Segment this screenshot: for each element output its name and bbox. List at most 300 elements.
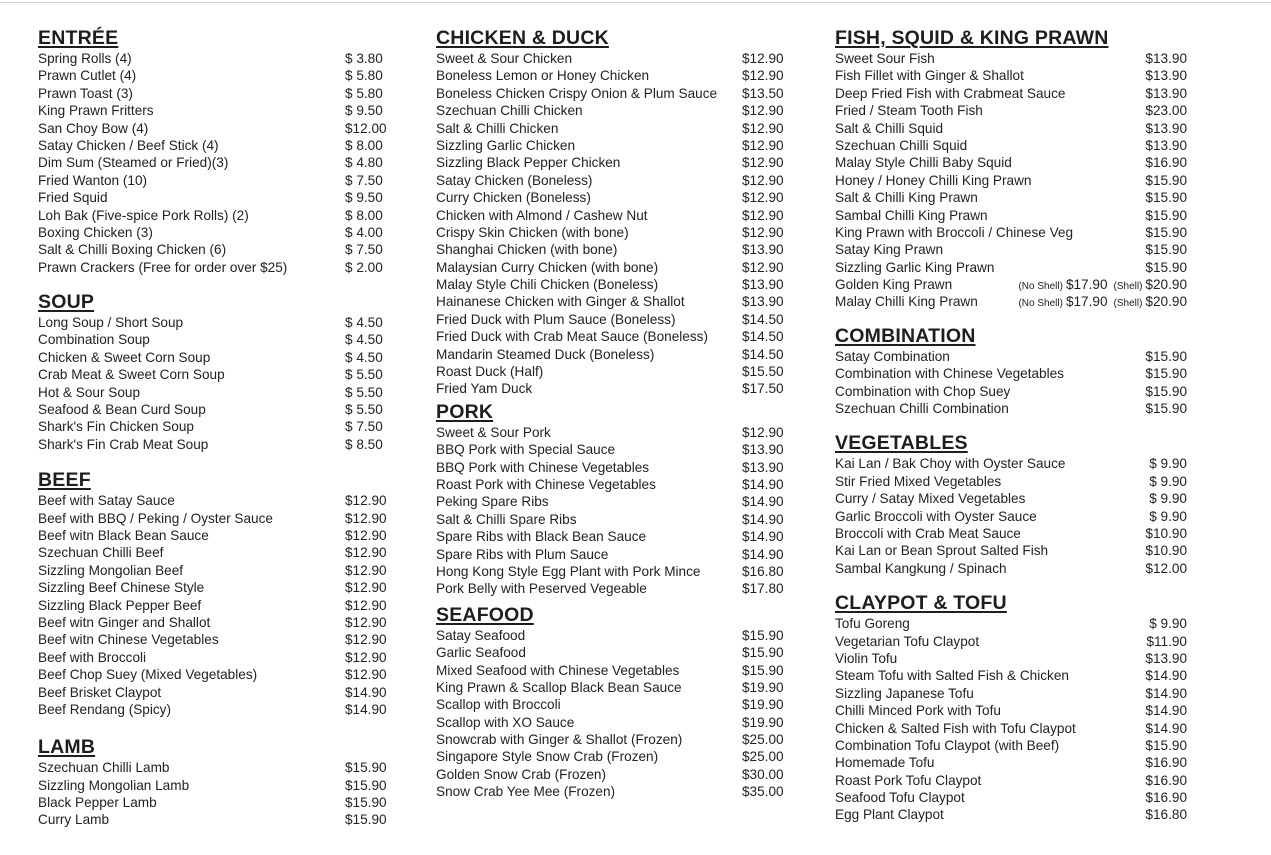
item-name: Golden Snow Crab (Frozen)	[436, 766, 606, 782]
menu-column-1	[38, 26, 396, 829]
item-price-options	[1018, 293, 1187, 312]
item-name: Spare Ribs with Plum Sauce	[436, 546, 609, 562]
item-price: $15.90	[1145, 348, 1187, 364]
item-list	[436, 627, 796, 801]
menu-item	[835, 348, 1187, 365]
menu-item	[436, 766, 796, 783]
menu-item	[436, 137, 796, 154]
item-price: $ 5.80	[345, 68, 383, 84]
item-name: Fried Duck with Plum Sauce (Boneless)	[436, 311, 676, 327]
item-price: $12.90	[742, 190, 784, 206]
item-price: $15.90	[345, 760, 387, 776]
item-list	[38, 759, 396, 829]
item-price: $12.00	[345, 120, 387, 136]
menu-item	[835, 383, 1187, 400]
shell-label: (Shell)	[1113, 281, 1143, 293]
item-list	[835, 348, 1187, 418]
item-price: $12.90	[345, 562, 387, 578]
item-name: Fish Fillet with Ginger & Shallot	[835, 68, 1024, 84]
item-price: $14.50	[742, 346, 784, 362]
item-name: Combination Soup	[38, 332, 150, 348]
item-name: Malay Style Chilli Baby Squid	[835, 155, 1012, 171]
item-price: $ 8.50	[345, 436, 383, 452]
item-name: BBQ Pork with Chinese Vegetables	[436, 459, 650, 475]
item-name: Scallop with XO Sauce	[436, 714, 575, 730]
item-price: $13.90	[1145, 68, 1187, 84]
top-border	[0, 2, 1271, 3]
menu-item	[835, 720, 1187, 737]
menu-column-3	[835, 26, 1187, 824]
menu-item	[436, 580, 796, 597]
section-heading: VEGETABLES	[835, 432, 968, 455]
item-name: Curry / Satay Mixed Vegetables	[835, 491, 1026, 507]
shell-price: $20.90	[1145, 277, 1187, 293]
item-name: Spare Ribs with Black Bean Sauce	[436, 529, 647, 545]
item-price: $ 9.90	[1149, 491, 1187, 507]
item-price: $12.90	[345, 527, 387, 543]
item-price: $12.90	[742, 51, 784, 66]
item-price: $16.90	[1145, 155, 1187, 171]
menu-item	[835, 615, 1187, 632]
item-price: $14.90	[1145, 685, 1187, 701]
menu-item	[835, 85, 1187, 102]
item-price: $14.90	[345, 684, 387, 700]
item-name: Chicken & Salted Fish with Tofu Claypot	[835, 720, 1076, 736]
item-price: $12.90	[345, 667, 387, 683]
item-price: $15.90	[742, 645, 784, 661]
item-name: Crispy Skin Chicken (with bone)	[436, 224, 629, 240]
item-price: $12.90	[742, 120, 784, 136]
menu-item	[835, 508, 1187, 525]
item-name: Garlic Seafood	[436, 645, 526, 661]
item-name: Black Pepper Lamb	[38, 795, 157, 811]
item-price: $ 9.90	[1149, 456, 1187, 472]
menu-item	[436, 563, 796, 580]
item-name: Sizzling Mongolian Beef	[38, 562, 184, 578]
section-heading: CLAYPOT & TOFU	[835, 592, 1007, 615]
item-name: Satay Seafood	[436, 627, 526, 643]
item-name: Hot & Sour Soup	[38, 384, 141, 400]
section-heading: BEEF	[38, 469, 91, 492]
item-name: Salt & Chilli Spare Ribs	[436, 511, 577, 527]
menu-item	[436, 259, 796, 276]
menu-item	[436, 67, 796, 84]
item-name: Beef witn Ginger and Shallot	[38, 614, 211, 630]
item-name: Tofu Goreng	[835, 616, 910, 632]
section-heading: LAMB	[38, 736, 96, 759]
item-name: Malay Chilli King Prawn	[835, 294, 978, 310]
menu-section-lamb	[38, 735, 396, 829]
item-price: $14.50	[742, 329, 784, 345]
menu-item	[38, 207, 396, 224]
item-list	[436, 424, 796, 598]
menu-item	[835, 455, 1187, 472]
item-name: Prawn Cutlet (4)	[38, 68, 137, 84]
item-name: Singapore Style Snow Crab (Frozen)	[436, 749, 659, 765]
shell-label: (Shell)	[1113, 298, 1143, 310]
item-name: Satay Chicken (Boneless)	[436, 172, 593, 188]
menu-item	[38, 436, 396, 453]
item-price: $13.90	[1145, 120, 1187, 136]
item-price: $ 9.90	[1149, 473, 1187, 489]
item-price: $15.90	[1145, 383, 1187, 399]
item-name: Chilli Minced Pork with Tofu	[835, 703, 1001, 719]
item-name: Kai Lan or Bean Sprout Salted Fish	[835, 543, 1049, 559]
menu-item	[38, 349, 396, 366]
item-name: Seafood Tofu Claypot	[835, 790, 965, 806]
item-price: $ 9.90	[1149, 616, 1187, 632]
item-price: $12.90	[345, 614, 387, 630]
menu-item	[38, 189, 396, 206]
item-name: Beef Brisket Claypot	[38, 684, 162, 700]
item-name: Malaysian Curry Chicken (with bone)	[436, 259, 659, 275]
item-price: $12.90	[742, 68, 784, 84]
item-name: Sizzling Garlic Chicken	[436, 137, 576, 153]
item-price: $25.00	[742, 749, 784, 765]
menu-item	[38, 684, 396, 701]
item-name: Fried Squid	[38, 190, 108, 206]
menu-item	[436, 476, 796, 493]
item-price: $13.90	[742, 277, 784, 293]
item-name: Hainanese Chicken with Ginger & Shallot	[436, 294, 685, 310]
menu-item	[38, 544, 396, 561]
menu-item	[835, 667, 1187, 684]
item-name: Sizzling Japanese Tofu	[835, 685, 974, 701]
menu-item	[436, 311, 796, 328]
menu-item	[835, 702, 1187, 719]
item-price: $ 5.50	[345, 402, 383, 418]
item-price: $12.90	[742, 259, 784, 275]
item-name: Beef witn Chinese Vegetables	[38, 632, 219, 648]
menu-item	[835, 276, 1187, 293]
item-price: $ 4.80	[345, 155, 383, 171]
menu-item	[835, 560, 1187, 577]
item-price: $13.90	[1145, 85, 1187, 101]
menu-item	[436, 696, 796, 713]
item-price: $ 3.80	[345, 51, 383, 66]
item-list	[38, 492, 396, 718]
item-name: Beef with BBQ / Peking / Oyster Sauce	[38, 510, 273, 526]
no-shell-label: (No Shell)	[1018, 298, 1063, 310]
menu-item	[38, 759, 396, 776]
item-price: $13.90	[742, 294, 784, 310]
menu-item	[436, 783, 796, 800]
item-price: $ 7.50	[345, 242, 383, 258]
item-price: $23.00	[1145, 103, 1187, 119]
item-price: $14.90	[742, 511, 784, 527]
item-name: Beef with Satay Sauce	[38, 493, 175, 509]
menu-item	[38, 666, 396, 683]
item-price: $12.90	[345, 632, 387, 648]
item-name: Honey / Honey Chilli King Prawn	[835, 172, 1032, 188]
menu-item	[38, 137, 396, 154]
menu-section-claypot-tofu	[835, 591, 1187, 824]
item-name: Salt & Chilli Chicken	[436, 120, 559, 136]
item-name: Boneless Chicken Crispy Onion & Plum Sauce	[436, 85, 718, 101]
no-shell-price: $17.90	[1065, 294, 1108, 310]
item-price: $ 5.80	[345, 85, 383, 101]
menu-section-beef	[38, 468, 396, 718]
item-name: King Prawn Fritters	[38, 103, 154, 119]
menu-item	[835, 120, 1187, 137]
item-price: $16.90	[1145, 772, 1187, 788]
item-name: Sizzling Garlic King Prawn	[835, 259, 995, 275]
item-name: Deep Fried Fish with Crabmeat Sauce	[835, 85, 1066, 101]
item-price: $15.90	[1145, 737, 1187, 753]
menu-item	[38, 331, 396, 348]
item-price: $15.90	[345, 795, 387, 811]
menu-item	[835, 259, 1187, 276]
menu-item	[38, 224, 396, 241]
item-name: Loh Bak (Five-spice Pork Rolls) (2)	[38, 207, 249, 223]
item-price: $15.50	[742, 364, 784, 380]
item-name: Salt & Chilli Boxing Chicken (6)	[38, 242, 227, 258]
menu-item	[436, 459, 796, 476]
menu-item	[436, 441, 796, 458]
menu-item	[835, 633, 1187, 650]
item-name: Boneless Lemon or Honey Chicken	[436, 68, 650, 84]
item-price: $35.00	[742, 784, 784, 800]
section-heading: PORK	[436, 400, 494, 423]
menu-item	[835, 241, 1187, 258]
menu-item	[835, 154, 1187, 171]
item-price: $25.00	[742, 732, 784, 748]
menu-item	[436, 546, 796, 563]
item-name: Long Soup / Short Soup	[38, 315, 184, 331]
item-price: $ 8.00	[345, 137, 383, 153]
menu-item	[436, 50, 796, 67]
item-name: Mandarin Steamed Duck (Boneless)	[436, 346, 655, 362]
no-shell-price: $17.90	[1065, 277, 1108, 293]
item-price: $16.90	[1145, 790, 1187, 806]
item-price: $10.90	[1145, 525, 1187, 541]
item-price: $15.90	[1145, 172, 1187, 188]
menu-item	[436, 328, 796, 345]
item-price: $14.90	[742, 529, 784, 545]
item-price: $15.90	[345, 812, 387, 828]
item-name: Sizzling Black Pepper Chicken	[436, 155, 621, 171]
item-name: Mixed Seafood with Chinese Vegetables	[436, 662, 680, 678]
item-name: Sweet & Sour Chicken	[436, 51, 573, 66]
menu-item	[436, 627, 796, 644]
menu-item	[38, 154, 396, 171]
item-price: $14.90	[1145, 703, 1187, 719]
menu-item	[835, 525, 1187, 542]
item-name: Snowcrab with Ginger & Shallot (Frozen)	[436, 732, 683, 748]
menu-item	[436, 120, 796, 137]
item-price: $12.90	[345, 545, 387, 561]
item-price: $14.50	[742, 311, 784, 327]
item-name: Prawn Toast (3)	[38, 85, 133, 101]
menu-item	[38, 597, 396, 614]
item-price: $16.80	[1145, 807, 1187, 823]
menu-item	[436, 189, 796, 206]
menu-section-combination	[835, 324, 1187, 418]
item-name: Golden King Prawn	[835, 277, 953, 293]
section-heading: ENTRÉE	[38, 27, 119, 49]
menu-item	[835, 806, 1187, 823]
menu-item	[835, 67, 1187, 84]
menu-item	[436, 748, 796, 765]
menu-item	[38, 614, 396, 631]
menu-item	[835, 400, 1187, 417]
item-name: Egg Plant Claypot	[835, 807, 944, 823]
item-name: Boxing Chicken (3)	[38, 224, 153, 240]
item-name: Shanghai Chicken (with bone)	[436, 242, 618, 258]
item-price: $12.90	[345, 649, 387, 665]
item-name: Garlic Broccoli with Oyster Sauce	[835, 508, 1037, 524]
section-heading: CHICKEN & DUCK	[436, 27, 609, 49]
item-price: $ 4.00	[345, 224, 383, 240]
item-name: Szechuan Chilli Beef	[38, 545, 164, 561]
menu-item	[835, 737, 1187, 754]
item-price: $ 8.00	[345, 207, 383, 223]
menu-item	[835, 473, 1187, 490]
item-price: $14.90	[742, 494, 784, 510]
menu-item	[835, 754, 1187, 771]
item-price: $14.90	[1145, 668, 1187, 684]
item-name: Sambal Chilli King Prawn	[835, 207, 988, 223]
item-price: $ 9.90	[1149, 508, 1187, 524]
item-price: $12.90	[742, 424, 784, 440]
item-name: Satay Combination	[835, 348, 950, 364]
item-price: $12.90	[742, 103, 784, 119]
menu-item	[38, 811, 396, 828]
item-name: Fried Duck with Crab Meat Sauce (Boneless)	[436, 329, 708, 345]
menu-section-soup	[38, 290, 396, 453]
menu-item	[38, 314, 396, 331]
menu-item	[436, 380, 796, 397]
item-name: Combination with Chop Suey	[835, 383, 1011, 399]
item-price: $12.90	[345, 580, 387, 596]
item-price: $ 7.50	[345, 172, 383, 188]
menu-item	[38, 366, 396, 383]
menu-item	[38, 85, 396, 102]
item-price: $14.90	[1145, 720, 1187, 736]
item-price: $19.90	[742, 679, 784, 695]
item-name: Szechuan Chilli Lamb	[38, 760, 170, 776]
menu-item	[38, 172, 396, 189]
item-name: Sweet & Sour Pork	[436, 424, 551, 440]
item-name: Beef witn Black Bean Sauce	[38, 527, 209, 543]
item-name: Fried Wanton (10)	[38, 172, 148, 188]
menu-item	[835, 137, 1187, 154]
item-name: Roast Pork Tofu Claypot	[835, 772, 982, 788]
item-price: $19.90	[742, 714, 784, 730]
item-name: Prawn Crackers (Free for order over $25)	[38, 259, 288, 275]
menu-item	[436, 424, 796, 441]
item-name: Curry Lamb	[38, 812, 110, 828]
item-name: Fried / Steam Tooth Fish	[835, 103, 983, 119]
item-name: Chicken with Almond / Cashew Nut	[436, 207, 648, 223]
item-name: Roast Pork with Chinese Vegetables	[436, 476, 656, 492]
item-price: $15.90	[1145, 259, 1187, 275]
section-heading: SOUP	[38, 291, 95, 314]
menu-section-vegetables	[835, 431, 1187, 577]
item-list	[835, 455, 1187, 577]
menu-item	[436, 493, 796, 510]
item-price: $19.90	[742, 697, 784, 713]
section-heading: FISH, SQUID & KING PRAWN	[835, 27, 1109, 49]
item-list	[436, 50, 796, 398]
item-price: $ 2.00	[345, 259, 383, 275]
menu-item	[436, 276, 796, 293]
item-price: $15.90	[742, 627, 784, 643]
item-name: Curry Chicken (Boneless)	[436, 190, 591, 206]
menu-item	[38, 510, 396, 527]
menu-item	[38, 384, 396, 401]
item-price: $30.00	[742, 766, 784, 782]
item-price: $ 4.50	[345, 349, 383, 365]
item-name: Combination with Chinese Vegetables	[835, 366, 1064, 382]
menu-item	[436, 172, 796, 189]
item-price: $12.90	[345, 597, 387, 613]
menu-section-pork	[436, 400, 796, 598]
menu-item	[835, 207, 1187, 224]
item-price: $12.90	[742, 155, 784, 171]
menu-item	[835, 293, 1187, 310]
item-name: Crab Meat & Sweet Corn Soup	[38, 367, 225, 383]
item-name: Hong Kong Style Egg Plant with Pork Mince	[436, 563, 701, 579]
menu-item	[835, 650, 1187, 667]
menu-item	[835, 789, 1187, 806]
item-price: $10.90	[1145, 543, 1187, 559]
menu-item	[436, 293, 796, 310]
item-price: $13.90	[742, 442, 784, 458]
section-heading: SEAFOOD	[436, 603, 534, 626]
menu-item	[436, 511, 796, 528]
item-name: San Choy Bow (4)	[38, 120, 149, 136]
menu-item	[835, 542, 1187, 559]
item-price: $15.90	[345, 777, 387, 793]
menu-item	[835, 50, 1187, 67]
item-name: Shark's Fin Chicken Soup	[38, 419, 194, 435]
item-price: $12.90	[345, 510, 387, 526]
item-name: Homemade Tofu	[835, 755, 935, 771]
item-price: $15.90	[1145, 366, 1187, 382]
item-name: Dim Sum (Steamed or Fried)(3)	[38, 155, 229, 171]
menu-item	[38, 579, 396, 596]
item-name: Violin Tofu	[835, 650, 898, 666]
menu-item	[835, 224, 1187, 241]
item-name: Snow Crab Yee Mee (Frozen)	[436, 784, 616, 800]
item-price: $14.90	[742, 546, 784, 562]
item-name: Kai Lan / Bak Choy with Oyster Sauce	[835, 456, 1066, 472]
item-price: $ 7.50	[345, 419, 383, 435]
menu-item	[38, 631, 396, 648]
menu-item	[38, 777, 396, 794]
item-price: $13.90	[1145, 650, 1187, 666]
menu-item	[38, 649, 396, 666]
menu-item	[38, 259, 396, 276]
section-heading: COMBINATION	[835, 324, 976, 347]
item-name: Sweet Sour Fish	[835, 51, 935, 66]
menu-item	[38, 120, 396, 137]
item-name: Satay Chicken / Beef Stick (4)	[38, 137, 219, 153]
item-price: $15.90	[1145, 190, 1187, 206]
item-list	[835, 50, 1187, 311]
menu-item	[436, 528, 796, 545]
item-name: Peking Spare Ribs	[436, 494, 549, 510]
menu-item	[436, 224, 796, 241]
item-name: Salt & Chilli King Prawn	[835, 190, 978, 206]
menu-item	[38, 794, 396, 811]
menu-item	[436, 644, 796, 661]
menu-item	[436, 85, 796, 102]
item-name: Beef with Broccoli	[38, 649, 147, 665]
item-name: Sambal Kangkung / Spinach	[835, 560, 1007, 576]
item-price: $ 9.50	[345, 190, 383, 206]
